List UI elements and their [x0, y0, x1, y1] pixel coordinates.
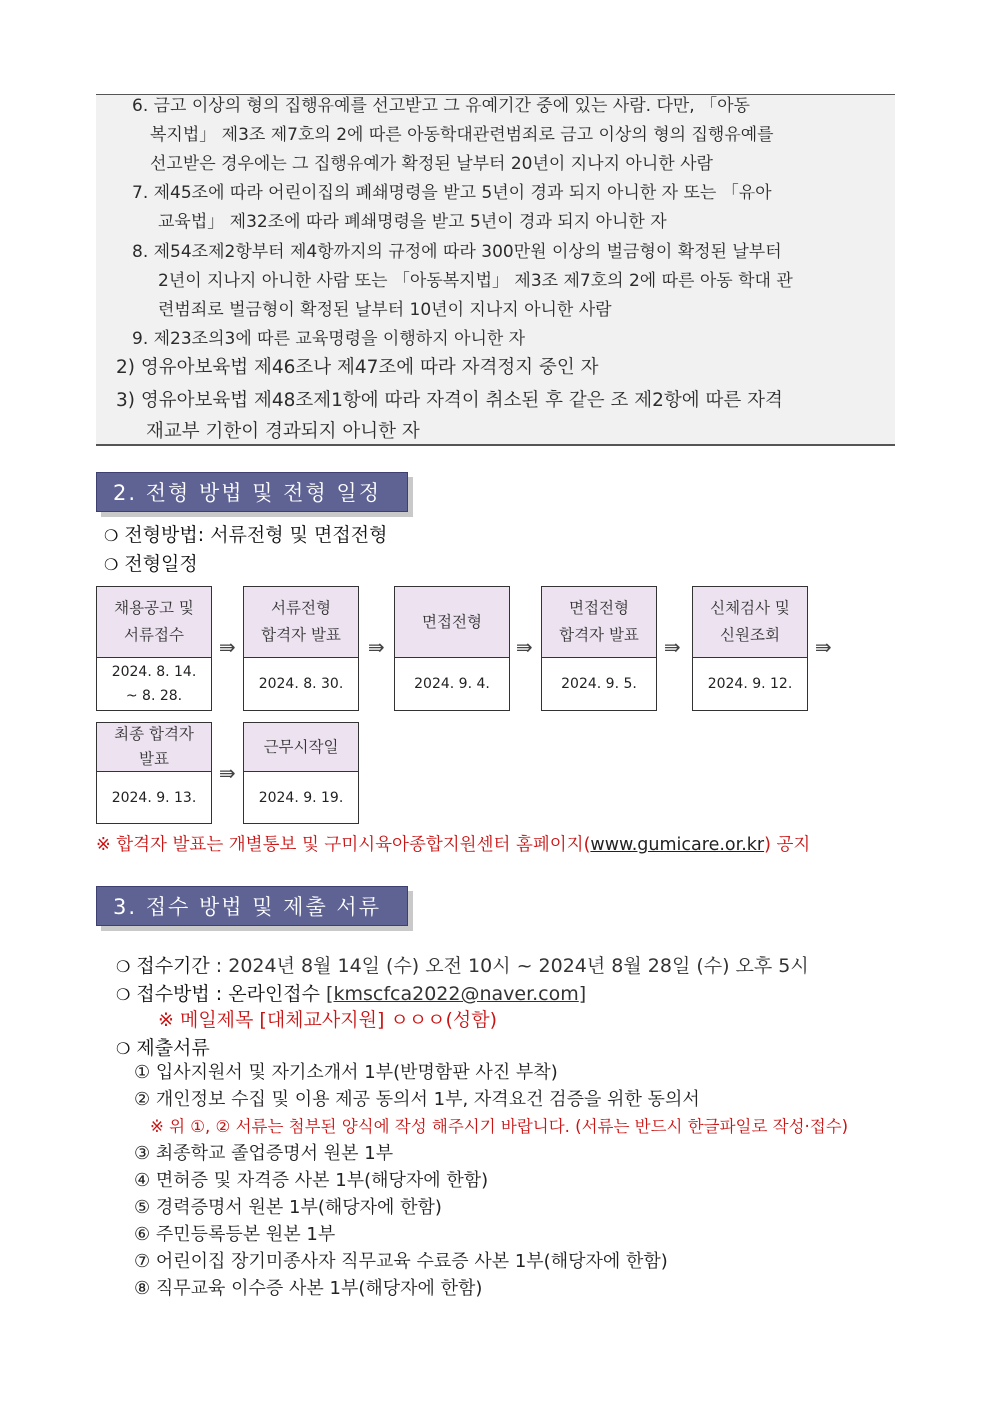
step-2-name: 서류전형 합격자 발표: [244, 587, 358, 658]
document-item-5: ⑤ 경력증명서 원본 1부(해당자에 한함): [134, 1197, 442, 1218]
document-item-4: ④ 면허증 및 자격증 사본 1부(해당자에 한함): [134, 1170, 489, 1191]
criterion-sub-3-line-1: 3) 영유아보육법 제48조제1항에 따라 자격이 취소된 후 같은 조 제2항에 따른 자격: [116, 390, 783, 411]
homepage-link[interactable]: www.gumicare.or.kr: [590, 835, 765, 855]
step-5: [692, 586, 808, 711]
document-item-7: ⑦ 어린이집 장기미종사자 직무교육 수료증 사본 1부(해당자에 한함): [134, 1251, 668, 1272]
section-2-title: 2. 전형 방법 및 전형 일정: [96, 472, 408, 512]
circle-bullet-icon: ❍: [104, 555, 119, 574]
step-5-name: 신체검사 및 신원조회: [693, 587, 807, 658]
arrow-icon: ⇛: [368, 635, 385, 659]
criterion-6-line-2: 복지법」 제3조 제7호의 2에 따른 아동학대관련범죄로 금고 이상의 형의 집행유예를: [150, 125, 774, 145]
step-4-date: 2024. 9. 5.: [561, 676, 637, 692]
step-1-date: 2024. 8. 14. ~ 8. 28.: [111, 664, 197, 704]
circle-bullet-icon: ❍: [116, 957, 131, 976]
criterion-7-line-1: 7. 제45조에 따라 어린이집의 폐쇄명령을 받고 5년이 경과 되지 아니한 자 또는 「유아: [132, 183, 772, 203]
criterion-9: 9. 제23조의3에 따른 교육명령을 이행하지 아니한 자: [132, 329, 526, 349]
document-item-2: ② 개인정보 수집 및 이용 제공 동의서 1부, 자격요건 검증을 위한 동의서: [134, 1089, 700, 1110]
criterion-sub-2: 2) 영유아보육법 제46조나 제47조에 따라 자격정지 중인 자: [116, 357, 599, 378]
arrow-icon: ⇛: [664, 635, 681, 659]
step-6-name: 최종 합격자 발표: [97, 723, 211, 772]
step-7: [243, 722, 359, 824]
screening-schedule-text: 전형일정: [124, 553, 198, 575]
application-period-label: 접수기간: [136, 955, 210, 977]
arrow-icon: ⇛: [516, 635, 533, 659]
criterion-8-line-3: 련범죄로 벌금형이 확정된 날부터 10년이 지나지 아니한 사람: [158, 300, 612, 320]
document-item-3: ③ 최종학교 졸업증명서 원본 1부: [134, 1143, 394, 1164]
arrow-icon: ⇛: [815, 635, 832, 659]
criterion-sub-3-line-2: 재교부 기한이 경과되지 아니한 자: [146, 421, 420, 442]
criterion-8-line-1: 8. 제54조제2항부터 제4항까지의 규정에 따라 300만원 이상의 벌금형이 확정된 날부터: [132, 242, 782, 262]
bracket-open: [: [320, 983, 334, 1005]
screening-method: [104, 522, 387, 549]
step-6-date: 2024. 9. 13.: [111, 789, 197, 806]
step-6: [96, 722, 212, 824]
application-method: [116, 981, 586, 1008]
step-2-date: 2024. 8. 30.: [258, 676, 344, 692]
step-3: [394, 586, 510, 711]
criterion-7-line-2: 교육법」 제32조에 따라 폐쇄명령을 받고 5년이 경과 되지 아니한 자: [158, 212, 667, 232]
application-period-value: : 2024년 8월 14일 (수) 오전 10시 ~ 2024년 8월 28일 (수) 오후 5시: [209, 955, 809, 977]
result-notice: [96, 831, 810, 856]
mail-subject-note: ※ 메일제목 [대체교사지원] ㅇㅇㅇ(성함): [158, 1009, 497, 1031]
email-link[interactable]: kmscfca2022@naver.com: [333, 983, 579, 1005]
result-notice-suffix: ) 공지: [764, 835, 811, 855]
arrow-icon: ⇛: [219, 635, 236, 659]
step-1-name: 채용공고 및 서류접수: [97, 587, 211, 658]
document-item-8: ⑧ 직무교육 이수증 사본 1부(해당자에 한함): [134, 1278, 483, 1299]
step-3-date: 2024. 9. 4.: [414, 676, 490, 692]
step-2: [243, 586, 359, 711]
arrow-icon: ⇛: [219, 761, 236, 785]
section-3-title: 3. 접수 방법 및 제출 서류: [96, 886, 408, 926]
document-item-6: ⑥ 주민등록등본 원본 1부: [134, 1224, 336, 1245]
step-4-name: 면접전형 합격자 발표: [542, 587, 656, 658]
screening-schedule-label: [104, 551, 198, 578]
criterion-8-line-2: 2년이 지나지 아니한 사람 또는 「아동복지법」 제3조 제7호의 2에 따른 아동 학대 관: [158, 271, 793, 291]
circle-bullet-icon: ❍: [104, 526, 119, 545]
criterion-6-line-1: 6. 금고 이상의 형의 집행유예를 선고받고 그 유예기간 중에 있는 사람. 다만, 「아동: [132, 96, 750, 116]
circle-bullet-icon: ❍: [116, 985, 131, 1004]
documents-label-text: 제출서류: [136, 1037, 210, 1059]
step-4: [541, 586, 657, 711]
documents-label: [116, 1035, 210, 1062]
document-form-note: ※ 위 ①, ② 서류는 첨부된 양식에 작성 해주시기 바랍니다. (서류는 반드시 한글파일로 작성·접수): [150, 1117, 849, 1136]
step-1: [96, 586, 212, 711]
application-method-label: 접수방법 : 온라인접수: [136, 983, 321, 1005]
screening-method-text: 전형방법: 서류전형 및 면접전형: [124, 524, 388, 546]
result-notice-prefix: ※ 합격자 발표는 개별통보 및 구미시육아종합지원센터 홈페이지(: [96, 835, 591, 855]
application-period: [116, 953, 809, 980]
bracket-close: ]: [578, 983, 587, 1005]
step-5-date: 2024. 9. 12.: [707, 676, 793, 692]
step-7-name: 근무시작일: [244, 723, 358, 772]
step-3-name: 면접전형: [395, 587, 509, 658]
circle-bullet-icon: ❍: [116, 1039, 131, 1058]
step-7-date: 2024. 9. 19.: [258, 789, 344, 806]
criterion-6-line-3: 선고받은 경우에는 그 집행유예가 확정된 날부터 20년이 지나지 아니한 사람: [150, 154, 713, 174]
document-item-1: ① 입사지원서 및 자기소개서 1부(반명함판 사진 부착): [134, 1062, 558, 1083]
